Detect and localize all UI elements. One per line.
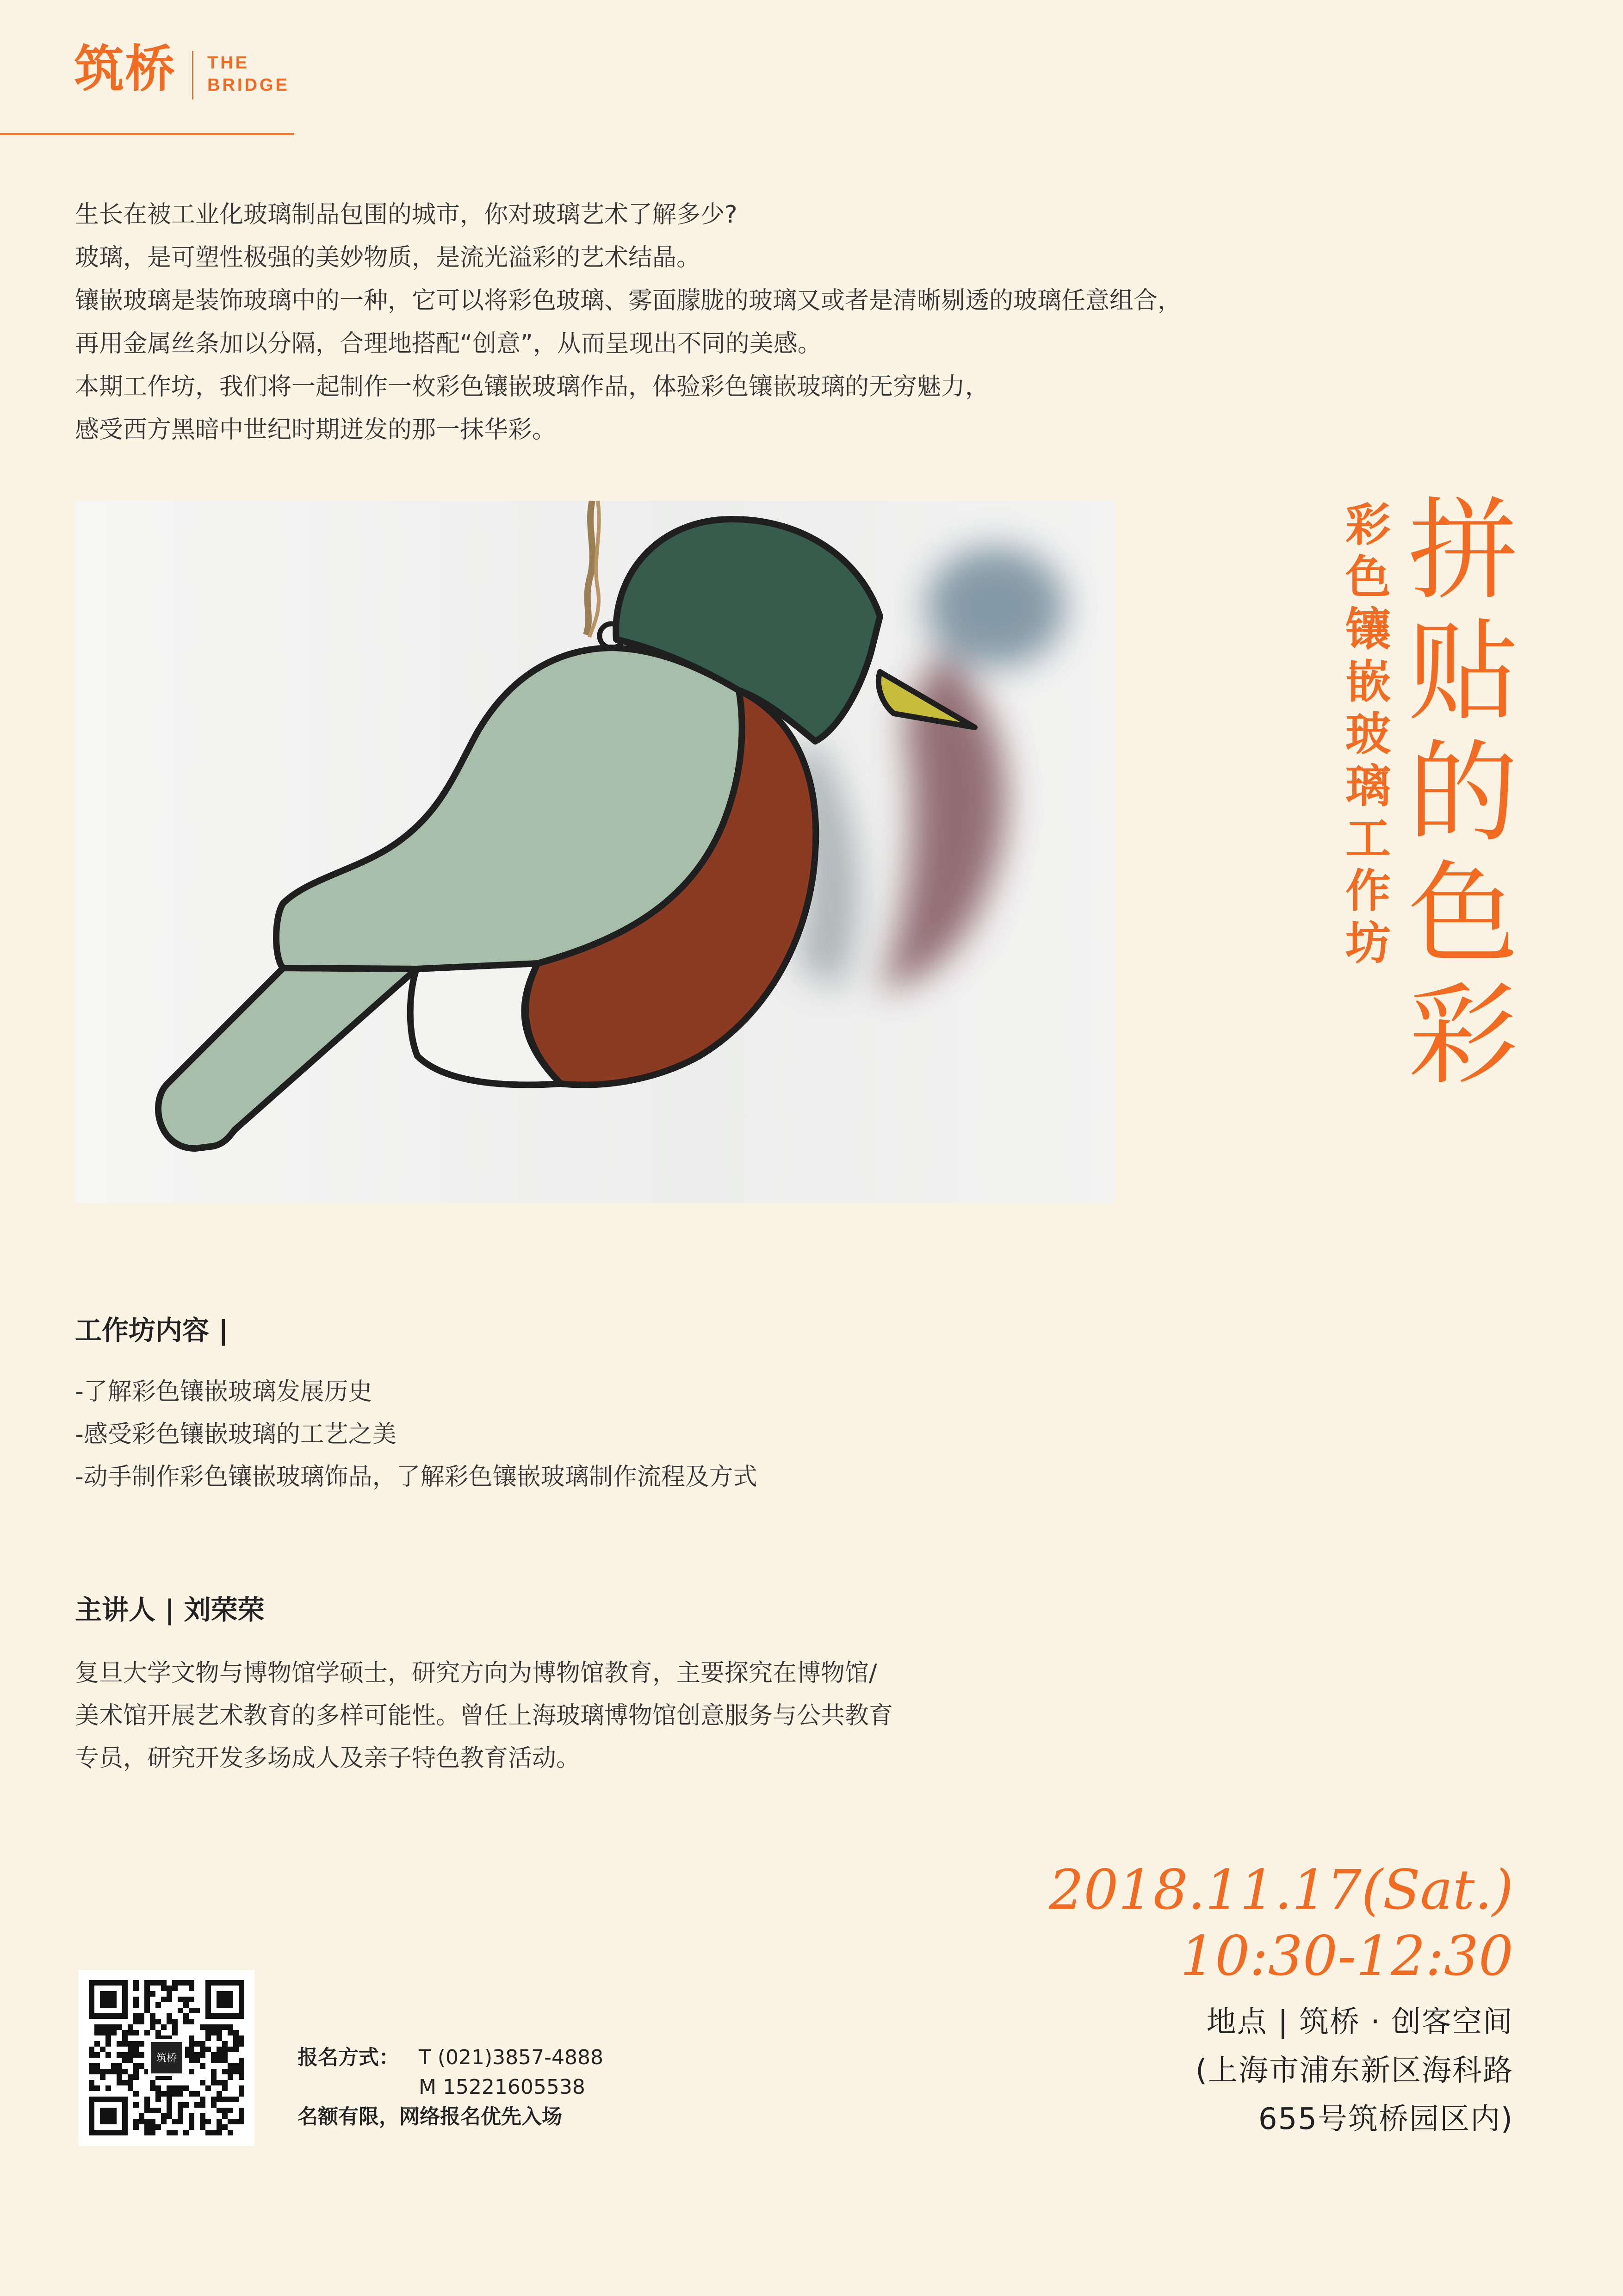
registration-info	[297, 2043, 603, 2132]
bio-line: 专员，研究开发多场成人及亲子特色教育活动。	[75, 1744, 581, 1772]
intro-line: 再用金属丝条加以分隔，合理地搭配“创意”，从而呈现出不同的美感。	[75, 330, 822, 358]
bio-line: 美术馆开展艺术教育的多样可能性。曾任上海玻璃博物馆创意服务与公共教育	[75, 1702, 893, 1730]
registration-label: 报名方式：	[297, 2046, 399, 2069]
intro-line: 生长在被工业化玻璃制品包围的城市，你对玻璃艺术了解多少?	[75, 201, 737, 229]
subtitle: 彩色镶嵌玻璃工作坊	[1345, 498, 1391, 970]
intro-line: 感受西方黑暗中世纪时期迸发的那一抹华彩。	[75, 416, 557, 444]
intro-line: 玻璃，是可塑性极强的美妙物质，是流光溢彩的艺术结晶。	[75, 244, 701, 272]
speaker-bio	[75, 1652, 893, 1780]
registration-phone: T (021)3857-4888	[419, 2046, 604, 2069]
header-rule	[0, 133, 294, 135]
intro-line: 本期工作坊，我们将一起制作一枚彩色镶嵌玻璃作品，体验彩色镶嵌玻璃的无穷魅力，	[75, 373, 990, 401]
registration-note: 名额有限，网络报名优先入场	[297, 2105, 562, 2128]
bio-line: 复旦大学文物与博物馆学硕士，研究方向为博物馆教育，主要探究在博物馆/	[75, 1659, 877, 1687]
workshop-content-list	[75, 1371, 757, 1498]
main-title: 拼贴的色彩	[1408, 487, 1518, 1100]
logo-divider	[192, 51, 193, 99]
event-time: 10:30-12:30	[1180, 1924, 1513, 1988]
location-line: 地点 | 筑桥 · 创客空间	[1206, 2005, 1513, 2039]
intro-line: 镶嵌玻璃是装饰玻璃中的一种，它可以将彩色玻璃、雾面朦胧的玻璃又或者是清晰剔透的玻璃任意组合，	[75, 287, 1182, 315]
location-line: 655号筑桥园区内)	[1258, 2102, 1513, 2136]
list-item: -了解彩色镶嵌玻璃发展历史	[75, 1378, 372, 1406]
qr-code[interactable]	[79, 1970, 254, 2146]
list-item: -感受彩色镶嵌玻璃的工艺之美	[75, 1421, 396, 1448]
logo-english-line1: THE	[207, 53, 249, 73]
speaker-heading: 主讲人 | 刘荣荣	[75, 1594, 265, 1626]
stained-glass-bird-photo	[75, 501, 1115, 1203]
logo-chinese: 筑桥	[74, 40, 176, 98]
workshop-content-heading: 工作坊内容 |	[75, 1315, 229, 1346]
location-line: (上海市浦东新区海科路	[1196, 2054, 1513, 2088]
logo-english	[207, 52, 290, 96]
qr-center-logo: 筑桥	[156, 2053, 177, 2064]
event-location	[1196, 1998, 1513, 2144]
logo-english-line2: BRIDGE	[207, 75, 290, 95]
intro-paragraph	[75, 193, 1324, 452]
list-item: -动手制作彩色镶嵌玻璃饰品，了解彩色镶嵌玻璃制作流程及方式	[75, 1463, 757, 1491]
event-date: 2018.11.17(Sat.)	[1049, 1858, 1513, 1922]
registration-mobile: M 15221605538	[419, 2075, 585, 2099]
